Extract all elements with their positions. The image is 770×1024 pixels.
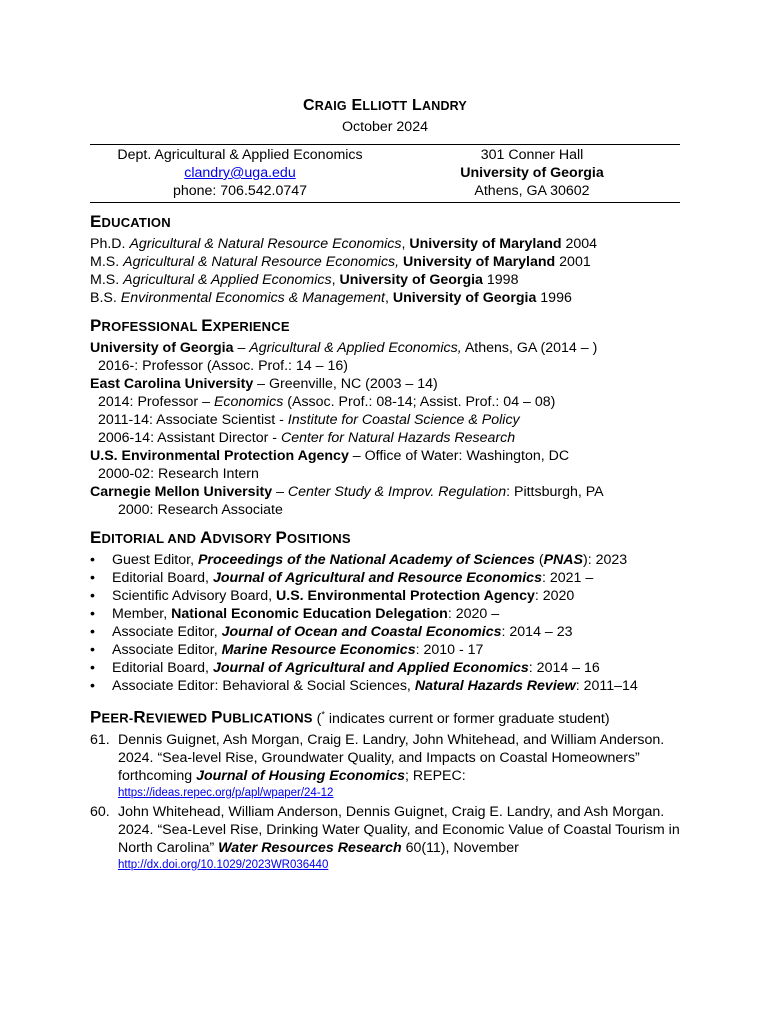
publication-item: 61. Dennis Guignet, Ash Morgan, Craig E. Landry, John Whitehead, and William Anderson. 2024. “Sea-level Rise, Groundwater Quality, and Impacts on Coastal Homeowners” forthcoming Journal of Housing Economics; REPEC: https://ideas.repec.org/p/apl/wpaper/24-12	[90, 731, 665, 799]
experience-org: Carnegie Mellon University – Center Study & Improv. Regulation: Pittsburgh, PA	[90, 484, 604, 500]
editorial-item: • Guest Editor, Proceedings of the National Academy of Sciences (PNAS): 2023	[90, 551, 680, 569]
editorial-item: • Associate Editor, Journal of Ocean and Coastal Economics: 2014 – 23	[90, 623, 680, 641]
editorial-item: • Editorial Board, Journal of Agricultural and Resource Economics: 2021 –	[90, 569, 680, 587]
experience-org: University of Georgia – Agricultural & Applied Economics, Athens, GA (2014 – )	[90, 340, 598, 356]
editorial-heading: EDITORIAL AND ADVISORY POSITIONS	[90, 528, 351, 547]
experience-role: 2006-14: Assistant Director - Center for Natural Hazards Research	[98, 430, 516, 446]
address-line: 301 Conner Hall	[480, 147, 584, 163]
editorial-item: • Scientific Advisory Board, U.S. Environmental Protection Agency: 2020	[90, 587, 680, 605]
publication-number: 60.	[90, 803, 110, 820]
publication-list	[90, 731, 680, 873]
cv-page	[90, 96, 680, 875]
contact-right	[422, 146, 642, 200]
experience-role: 2011-14: Associate Scientist - Institute for Coastal Science & Policy	[98, 412, 520, 428]
experience-role: 2000-02: Research Intern	[98, 466, 259, 482]
education-item: M.S. Agricultural & Applied Economics, University of Georgia 1998	[90, 272, 519, 288]
publication-link[interactable]: http://dx.doi.org/10.1029/2023WR036440	[118, 858, 329, 871]
education-item: M.S. Agricultural & Natural Resource Economics, University of Maryland 2001	[90, 254, 591, 270]
cv-name: CRAIG ELLIOTT LANDRY	[303, 97, 467, 114]
cv-date: October 2024	[342, 119, 428, 135]
editorial-item: • Editorial Board, Journal of Agricultural and Applied Economics: 2014 – 16	[90, 659, 680, 677]
department: Dept. Agricultural & Applied Economics	[117, 147, 363, 163]
experience-role: 2014: Professor – Economics (Assoc. Prof.: 08-14; Assist. Prof.: 04 – 08)	[98, 394, 556, 410]
university: University of Georgia	[460, 165, 604, 181]
editorial-list	[90, 551, 680, 695]
publication-link[interactable]: https://ideas.repec.org/p/apl/wpaper/24-12	[118, 786, 334, 799]
experience-role: 2000: Research Associate	[118, 502, 283, 518]
editorial-item: • Member, National Economic Education Delegation: 2020 –	[90, 605, 680, 623]
contact-left	[90, 146, 390, 200]
city: Athens, GA 30602	[474, 183, 590, 199]
experience-heading: PROFESSIONAL EXPERIENCE	[90, 316, 290, 335]
contact-block	[90, 144, 680, 203]
experience-org: East Carolina University – Greenville, NC (2003 – 14)	[90, 376, 438, 392]
experience-list	[90, 339, 680, 519]
editorial-item: • Associate Editor, Marine Resource Economics: 2010 - 17	[90, 641, 680, 659]
email-link[interactable]: clandry@uga.edu	[184, 165, 296, 181]
education-item: B.S. Environmental Economics & Management, University of Georgia 1996	[90, 290, 572, 306]
publication-item: 60. John Whitehead, William Anderson, Dennis Guignet, Craig E. Landry, and Ash Morgan. 2024. “Sea-Level Rise, Drinking Water Quality, and Economic Value of Coastal Tourism in North Carolina” Water Resources Research 60(11), November http://dx.doi.org/10.1029/2023WR036440	[90, 803, 680, 871]
editorial-item: • Associate Editor: Behavioral & Social Sciences, Natural Hazards Review: 2011–14	[90, 677, 680, 695]
publications-heading: PEER-REVIEWED PUBLICATIONS (* indicates current or former graduate student)	[90, 707, 610, 727]
publication-number: 61.	[90, 731, 110, 748]
education-heading: EDUCATION	[90, 212, 171, 231]
education-list	[90, 235, 680, 307]
phone: phone: 706.542.0747	[172, 183, 308, 199]
experience-org: U.S. Environmental Protection Agency – Office of Water: Washington, DC	[90, 448, 570, 464]
education-item: Ph.D. Agricultural & Natural Resource Economics, University of Maryland 2004	[90, 236, 598, 252]
experience-role: 2016-: Professor (Assoc. Prof.: 14 – 16)	[98, 358, 348, 374]
